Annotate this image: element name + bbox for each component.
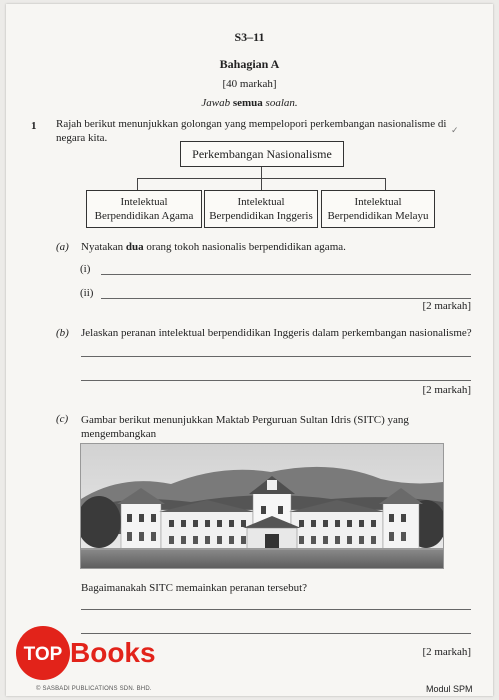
section-title: Bahagian A	[219, 57, 280, 71]
question-text: Rajah berikut menunjukkan golongan yang mempelopori perkembangan nasionalisme di negara kita.	[56, 118, 447, 144]
box-line1: Intelektual	[237, 196, 285, 208]
part-a-letter: (a)	[56, 241, 69, 253]
connector-right	[385, 178, 386, 190]
box-line2: Berpendidikan Agama	[94, 210, 194, 222]
diagram-box-inggeris	[204, 190, 318, 228]
section-marks: [40 markah]	[222, 78, 277, 90]
publisher-credit: © SASBADI PUBLICATIONS SDN. BHD.	[36, 686, 152, 692]
topbooks-logo	[14, 624, 164, 680]
part-a-item-ii: (ii)	[80, 287, 94, 299]
topbooks-logo-svg	[14, 624, 164, 680]
box-line2: Berpendidikan Melayu	[327, 210, 429, 222]
connector-vertical	[261, 167, 262, 178]
diagram-root-box	[180, 141, 344, 167]
connector-left	[137, 178, 138, 190]
diagram-root-label: Perkembangan Nasionalisme	[192, 147, 332, 161]
sitc-photo-svg	[81, 444, 443, 568]
logo-word-top: TOP	[23, 644, 63, 665]
part-a-bold: dua	[125, 241, 144, 253]
answer-line-a-i[interactable]	[101, 274, 471, 275]
part-a-item-i: (i)	[80, 263, 91, 275]
footer-label: Modul SPM	[426, 684, 473, 694]
page-code: S3–11	[234, 30, 265, 44]
instruction-suffix: soalan.	[262, 97, 298, 109]
part-c-question: Bagaimanakah SITC memainkan peranan tersebut?	[81, 582, 308, 594]
diagram-box-melayu	[321, 190, 435, 228]
part-b-text: Jelaskan peranan intelektual berpendidikan Inggeris dalam perkembangan nasionalisme?	[81, 327, 472, 339]
part-c-line1: Gambar berikut menunjukkan Maktab Perguruan Sultan Idris (SITC) yang mengembangkan	[81, 414, 409, 440]
diagram-box-agama	[86, 190, 202, 228]
part-a-text	[81, 241, 346, 253]
question-number: 1	[31, 120, 37, 132]
part-c-letter: (c)	[56, 413, 69, 425]
logo-word-books: Books	[70, 637, 156, 668]
sitc-building-photo	[80, 443, 444, 569]
part-a-suffix: orang tokoh nasionalis berpendidikan agama.	[143, 241, 346, 253]
tick-mark: ✓	[451, 125, 459, 135]
part-a-marks: [2 markah]	[422, 300, 471, 312]
instruction-bold: semua	[232, 97, 263, 109]
part-a-prefix: Nyatakan	[81, 241, 126, 253]
box-line1: Intelektual	[120, 196, 168, 208]
part-b-letter: (b)	[56, 327, 69, 339]
instruction-prefix: Jawab	[201, 97, 233, 109]
box-line1: Intelektual	[354, 196, 402, 208]
answer-line-b-2[interactable]	[81, 380, 471, 381]
answer-line-c-1[interactable]	[81, 609, 471, 610]
box-line2: Berpendidikan Inggeris	[209, 210, 313, 222]
answer-line-a-ii[interactable]	[101, 298, 471, 299]
instruction	[6, 97, 493, 109]
part-b-marks: [2 markah]	[422, 384, 471, 396]
exam-page	[6, 4, 493, 696]
connector-middle	[261, 178, 262, 190]
part-c-marks: [2 markah]	[422, 646, 471, 658]
answer-line-b-1[interactable]	[81, 356, 471, 357]
